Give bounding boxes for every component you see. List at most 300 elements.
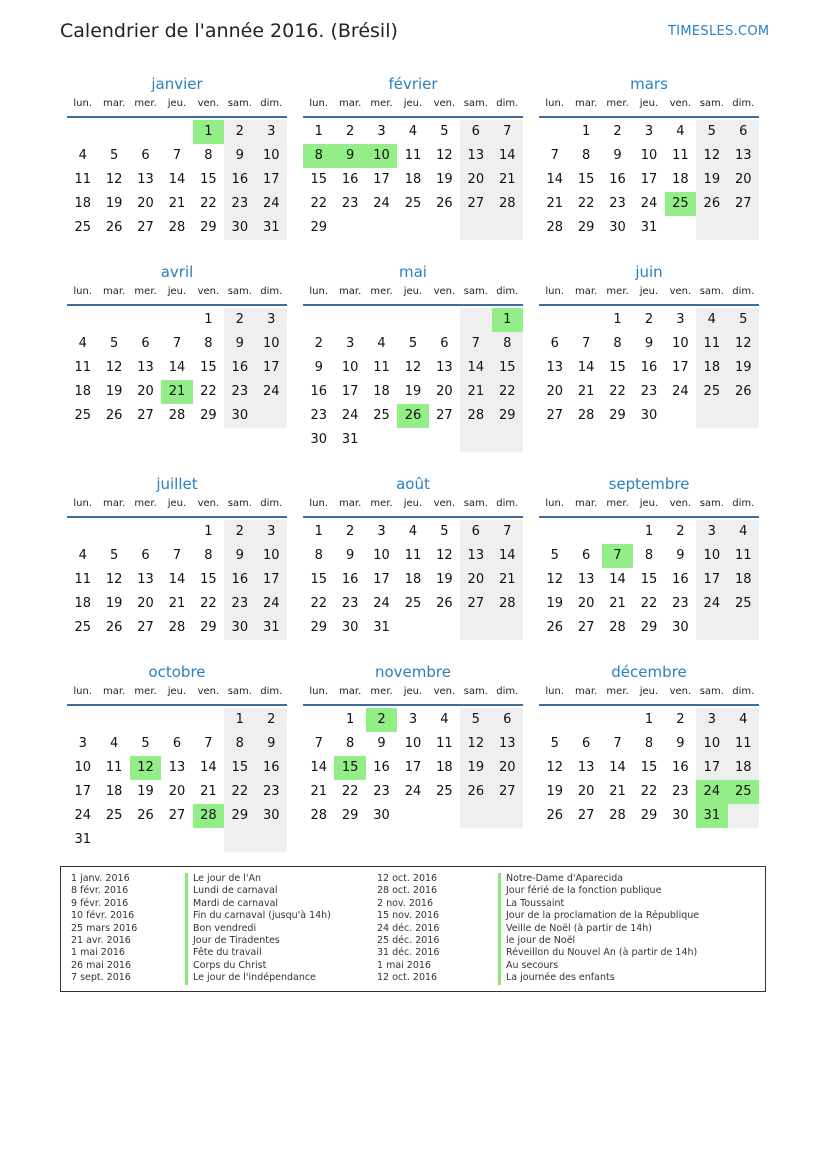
day-cell: 29	[577, 220, 595, 235]
day-cell: 20	[577, 596, 595, 611]
days-grid	[67, 120, 287, 240]
legend-date: 2 nov. 2016	[377, 897, 433, 909]
day-cell: 16	[341, 572, 359, 587]
day-cell: 12	[436, 548, 453, 563]
day-cell: 31	[74, 832, 91, 847]
day-cell: 24	[373, 596, 390, 611]
legend-date: 1 mai 2016	[71, 947, 125, 959]
legend-names-column-2	[498, 873, 699, 985]
day-cell: 21	[577, 384, 595, 399]
day-cell: 9	[224, 144, 255, 168]
legend-date: 25 déc. 2016	[377, 934, 440, 946]
weekday-header	[303, 96, 523, 118]
day-cell: 4	[440, 712, 449, 727]
holiday-day-cell: 10	[366, 144, 397, 168]
empty-cell	[256, 828, 287, 852]
weekday-label: sam.	[699, 686, 724, 697]
empty-cell	[98, 828, 129, 852]
holiday-day-cell: 1	[193, 120, 224, 144]
weekday-label: mer.	[134, 686, 157, 697]
day-cell: 22	[609, 384, 626, 399]
day-cell: 21	[492, 568, 523, 592]
day-cell: 28	[460, 404, 491, 428]
day-cell: 21	[609, 784, 626, 799]
empty-cell	[429, 308, 460, 332]
month-block	[67, 72, 287, 240]
day-cell: 15	[224, 756, 255, 780]
legend-date: 1 janv. 2016	[71, 873, 130, 884]
day-cell: 17	[672, 360, 689, 375]
day-cell: 7	[550, 148, 559, 163]
days-grid	[67, 520, 287, 640]
day-cell: 10	[256, 332, 287, 356]
day-cell: 27	[137, 220, 154, 235]
legend-date: 21 avr. 2016	[71, 934, 131, 946]
empty-cell	[602, 708, 633, 732]
day-cell: 9	[377, 736, 386, 751]
day-cell: 14	[577, 360, 595, 375]
weekday-label: mar.	[103, 98, 126, 109]
weekday-label: jeu.	[403, 98, 423, 109]
day-cell: 13	[460, 544, 491, 568]
day-cell: 29	[200, 408, 217, 423]
day-cell: 31	[341, 432, 359, 447]
day-cell: 26	[546, 808, 563, 823]
day-cell: 25	[105, 808, 123, 823]
day-cell: 27	[168, 808, 186, 823]
weekday-label: mer.	[606, 498, 629, 509]
weekday-label: mar.	[339, 286, 362, 297]
day-cell: 2	[256, 708, 287, 732]
day-cell: 8	[492, 332, 523, 356]
day-cell: 20	[436, 384, 453, 399]
weekday-label: sam.	[227, 286, 252, 297]
day-cell: 2	[676, 712, 685, 727]
weekday-label: sam.	[227, 98, 252, 109]
day-cell: 12	[546, 760, 563, 775]
days-grid	[539, 120, 759, 240]
day-cell: 30	[224, 616, 255, 640]
day-cell: 18	[404, 172, 422, 187]
empty-cell	[665, 216, 696, 240]
empty-cell	[728, 616, 759, 640]
weekday-label: sam.	[227, 686, 252, 697]
day-cell: 16	[224, 356, 255, 380]
day-cell: 6	[141, 548, 150, 563]
month-block	[303, 472, 523, 640]
day-cell: 17	[256, 568, 287, 592]
day-cell: 31	[640, 220, 658, 235]
day-cell: 10	[404, 736, 422, 751]
legend-date: 8 févr. 2016	[71, 885, 129, 897]
weekday-label: mar.	[575, 498, 598, 509]
weekday-label: ven.	[433, 98, 456, 109]
day-cell: 28	[168, 220, 186, 235]
legend-holiday-name: Le jour de l'indépendance	[185, 972, 331, 984]
day-cell: 18	[373, 384, 390, 399]
day-cell: 11	[728, 544, 759, 568]
month-block	[303, 72, 523, 240]
day-cell: 11	[436, 736, 453, 751]
day-cell: 26	[105, 220, 123, 235]
day-cell: 11	[74, 572, 91, 587]
day-cell: 15	[200, 172, 217, 187]
day-cell: 18	[74, 596, 91, 611]
day-cell: 26	[696, 192, 727, 216]
weekday-label: dim.	[260, 686, 283, 697]
day-cell: 23	[341, 596, 359, 611]
day-cell: 8	[345, 736, 355, 751]
holiday-day-cell: 15	[334, 756, 365, 780]
day-cell: 10	[640, 148, 658, 163]
day-cell: 12	[105, 572, 123, 587]
day-cell: 26	[436, 596, 453, 611]
weekday-label: mer.	[606, 98, 629, 109]
day-cell: 3	[676, 312, 685, 327]
day-cell: 26	[105, 408, 123, 423]
holiday-day-cell: 26	[397, 404, 428, 428]
day-cell: 3	[377, 524, 386, 539]
day-cell: 25	[696, 380, 727, 404]
day-cell: 6	[460, 520, 491, 544]
empty-cell	[161, 708, 192, 732]
day-cell: 5	[109, 548, 119, 563]
empty-cell	[98, 520, 129, 544]
brand-link[interactable]: TIMESLES.COM	[668, 24, 770, 39]
legend-date: 7 sept. 2016	[71, 972, 131, 984]
empty-cell	[696, 216, 727, 240]
weekday-label: mar.	[103, 286, 126, 297]
day-cell: 16	[609, 172, 626, 187]
day-cell: 5	[141, 736, 150, 751]
days-grid	[303, 120, 523, 240]
day-cell: 15	[200, 572, 217, 587]
legend-holiday-name: le jour de Noël	[498, 935, 699, 947]
day-cell: 4	[78, 336, 87, 351]
day-cell: 27	[577, 620, 595, 635]
empty-cell	[539, 520, 570, 544]
day-cell: 2	[224, 120, 255, 144]
day-cell: 27	[137, 408, 154, 423]
day-cell: 10	[696, 732, 727, 756]
legend-holiday-name: Lundi de carnaval	[185, 885, 331, 897]
day-cell: 7	[581, 336, 591, 351]
legend-holiday-name: Jour de la proclamation de la République	[498, 910, 699, 922]
days-grid	[67, 308, 287, 428]
day-cell: 10	[672, 336, 689, 351]
weekday-label: jeu.	[167, 686, 187, 697]
weekday-label: jeu.	[639, 686, 659, 697]
weekday-header	[67, 96, 287, 118]
day-cell: 17	[696, 568, 727, 592]
day-cell: 21	[546, 196, 563, 211]
weekday-label: jeu.	[639, 98, 659, 109]
day-cell: 30	[373, 808, 390, 823]
day-cell: 18	[696, 356, 727, 380]
day-cell: 23	[310, 408, 327, 423]
weekday-label: dim.	[496, 286, 519, 297]
empty-cell	[429, 616, 460, 640]
day-cell: 7	[613, 736, 622, 751]
month-block	[539, 472, 759, 640]
day-cell: 19	[436, 572, 453, 587]
day-cell: 28	[492, 192, 523, 216]
weekday-label: dim.	[732, 498, 755, 509]
legend-date: 12 oct. 2016	[377, 972, 438, 984]
day-cell: 10	[373, 548, 390, 563]
day-cell: 18	[672, 172, 689, 187]
weekday-label: dim.	[732, 686, 755, 697]
day-cell: 19	[137, 784, 154, 799]
legend-holiday-name: Le jour de l'An	[185, 873, 331, 885]
day-cell: 23	[609, 196, 626, 211]
weekday-label: lun.	[73, 98, 93, 109]
day-cell: 11	[105, 760, 123, 775]
day-cell: 7	[172, 336, 182, 351]
day-cell: 4	[78, 548, 87, 563]
weekday-header	[303, 684, 523, 706]
day-cell: 29	[310, 220, 327, 235]
day-cell: 16	[672, 572, 689, 587]
day-cell: 10	[256, 544, 287, 568]
weekday-header	[303, 284, 523, 306]
month-name: décembre	[611, 663, 687, 681]
empty-cell	[460, 804, 491, 828]
day-cell: 1	[204, 312, 213, 327]
day-cell: 11	[404, 548, 422, 563]
weekday-label: jeu.	[403, 498, 423, 509]
weekday-header	[539, 96, 759, 118]
day-cell: 27	[460, 192, 491, 216]
day-cell: 2	[314, 336, 323, 351]
day-cell: 13	[546, 360, 563, 375]
empty-cell	[429, 216, 460, 240]
legend-date: 9 févr. 2016	[71, 897, 129, 909]
day-cell: 1	[581, 124, 591, 139]
day-cell: 13	[577, 760, 595, 775]
weekday-label: mer.	[370, 686, 393, 697]
empty-cell	[570, 520, 601, 544]
day-cell: 26	[137, 808, 154, 823]
day-cell: 11	[672, 148, 689, 163]
weekday-label: lun.	[309, 98, 329, 109]
day-cell: 1	[314, 524, 323, 539]
day-cell: 29	[200, 220, 217, 235]
weekday-label: mer.	[134, 286, 157, 297]
day-cell: 23	[341, 196, 359, 211]
day-cell: 25	[74, 220, 91, 235]
day-cell: 31	[256, 616, 287, 640]
day-cell: 14	[546, 172, 563, 187]
weekday-label: lun.	[309, 286, 329, 297]
day-cell: 9	[256, 732, 287, 756]
day-cell: 13	[168, 760, 186, 775]
day-cell: 5	[696, 120, 727, 144]
empty-cell	[728, 216, 759, 240]
days-grid	[67, 708, 287, 852]
day-cell: 14	[168, 360, 186, 375]
day-cell: 7	[172, 148, 182, 163]
weekday-label: jeu.	[403, 686, 423, 697]
day-cell: 14	[200, 760, 217, 775]
day-cell: 12	[460, 732, 491, 756]
month-name: mai	[399, 263, 427, 281]
day-cell: 12	[696, 144, 727, 168]
day-cell: 16	[224, 168, 255, 192]
day-cell: 17	[404, 760, 422, 775]
day-cell: 14	[460, 356, 491, 380]
day-cell: 24	[696, 592, 727, 616]
day-cell: 2	[613, 124, 622, 139]
empty-cell	[98, 708, 129, 732]
day-cell: 9	[676, 548, 685, 563]
day-cell: 17	[373, 172, 390, 187]
day-cell: 23	[224, 380, 255, 404]
legend-holiday-name: La journée des enfants	[498, 972, 699, 984]
day-cell: 4	[408, 124, 418, 139]
day-cell: 19	[105, 596, 123, 611]
day-cell: 5	[440, 524, 449, 539]
day-cell: 1	[644, 524, 654, 539]
weekday-label: dim.	[732, 286, 755, 297]
empty-cell	[539, 120, 570, 144]
day-cell: 31	[256, 216, 287, 240]
day-cell: 28	[609, 808, 626, 823]
weekday-label: mer.	[606, 286, 629, 297]
day-cell: 15	[609, 360, 626, 375]
day-cell: 10	[696, 544, 727, 568]
day-cell: 4	[728, 708, 759, 732]
day-cell: 23	[672, 784, 689, 799]
days-grid	[303, 708, 523, 828]
day-cell: 3	[256, 120, 287, 144]
month-name: septembre	[608, 475, 690, 493]
empty-cell	[130, 120, 161, 144]
empty-cell	[492, 428, 523, 452]
day-cell: 29	[609, 408, 626, 423]
weekday-label: ven.	[669, 686, 692, 697]
month-block	[303, 260, 523, 452]
empty-cell	[460, 616, 491, 640]
day-cell: 28	[168, 620, 186, 635]
month-name: juin	[635, 263, 663, 281]
day-cell: 19	[460, 756, 491, 780]
legend-date: 28 oct. 2016	[377, 885, 438, 897]
day-cell: 7	[172, 548, 182, 563]
day-cell: 19	[728, 356, 759, 380]
day-cell: 20	[168, 784, 186, 799]
day-cell: 29	[200, 620, 217, 635]
day-cell: 9	[314, 360, 323, 375]
day-cell: 11	[728, 732, 759, 756]
day-cell: 22	[200, 384, 217, 399]
weekday-header	[539, 684, 759, 706]
days-grid	[303, 520, 523, 640]
day-cell: 16	[341, 172, 359, 187]
legend-date: 15 nov. 2016	[377, 910, 440, 922]
day-cell: 9	[224, 332, 255, 356]
empty-cell	[602, 520, 633, 544]
day-cell: 1	[224, 708, 255, 732]
legend-dates-column-1	[71, 873, 137, 985]
day-cell: 18	[404, 572, 422, 587]
day-cell: 5	[440, 124, 449, 139]
empty-cell	[539, 708, 570, 732]
empty-cell	[429, 428, 460, 452]
weekday-label: ven.	[197, 98, 220, 109]
weekday-label: dim.	[260, 286, 283, 297]
days-grid	[303, 308, 523, 452]
holiday-day-cell: 24	[696, 780, 727, 804]
legend-names-column-1	[185, 873, 331, 985]
day-cell: 18	[436, 760, 453, 775]
day-cell: 12	[105, 172, 123, 187]
day-cell: 2	[345, 124, 355, 139]
day-cell: 24	[341, 408, 359, 423]
day-cell: 22	[640, 596, 658, 611]
day-cell: 27	[546, 408, 563, 423]
day-cell: 16	[672, 760, 689, 775]
legend-date: 24 déc. 2016	[377, 922, 440, 934]
day-cell: 4	[696, 308, 727, 332]
month-name: janvier	[151, 75, 203, 93]
day-cell: 9	[345, 548, 355, 563]
weekday-label: mer.	[370, 98, 393, 109]
days-grid	[539, 708, 759, 828]
day-cell: 7	[492, 120, 523, 144]
day-cell: 27	[492, 780, 523, 804]
month-block	[539, 260, 759, 428]
day-cell: 17	[256, 168, 287, 192]
day-cell: 13	[492, 732, 523, 756]
day-cell: 24	[672, 384, 689, 399]
day-cell: 15	[640, 572, 658, 587]
month-block	[303, 660, 523, 828]
day-cell: 8	[204, 336, 213, 351]
day-cell: 5	[550, 548, 559, 563]
legend-date: 1 mai 2016	[377, 959, 431, 971]
weekday-label: dim.	[260, 98, 283, 109]
day-cell: 2	[676, 524, 685, 539]
empty-cell	[665, 404, 696, 428]
day-cell: 28	[609, 620, 626, 635]
day-cell: 6	[492, 708, 523, 732]
weekday-label: lun.	[545, 498, 565, 509]
day-cell: 6	[460, 120, 491, 144]
day-cell: 22	[200, 596, 217, 611]
day-cell: 17	[341, 384, 359, 399]
weekday-label: sam.	[463, 286, 488, 297]
day-cell: 16	[310, 384, 327, 399]
month-block	[67, 660, 287, 852]
weekday-label: sam.	[463, 686, 488, 697]
legend-holiday-name: Notre-Dame d'Aparecida	[498, 873, 699, 885]
day-cell: 6	[141, 336, 150, 351]
legend-holiday-name: Fin du carnaval (jusqu'à 14h)	[185, 910, 331, 922]
day-cell: 1	[204, 524, 213, 539]
weekday-label: mar.	[103, 686, 126, 697]
day-cell: 29	[224, 804, 255, 828]
empty-cell	[67, 308, 98, 332]
legend-holiday-name: Veille de Noël (à partir de 14h)	[498, 923, 699, 935]
day-cell: 19	[436, 172, 453, 187]
empty-cell	[696, 616, 727, 640]
day-cell: 11	[74, 360, 91, 375]
day-cell: 18	[728, 568, 759, 592]
day-cell: 14	[168, 572, 186, 587]
day-cell: 31	[373, 620, 390, 635]
month-block	[539, 660, 759, 828]
